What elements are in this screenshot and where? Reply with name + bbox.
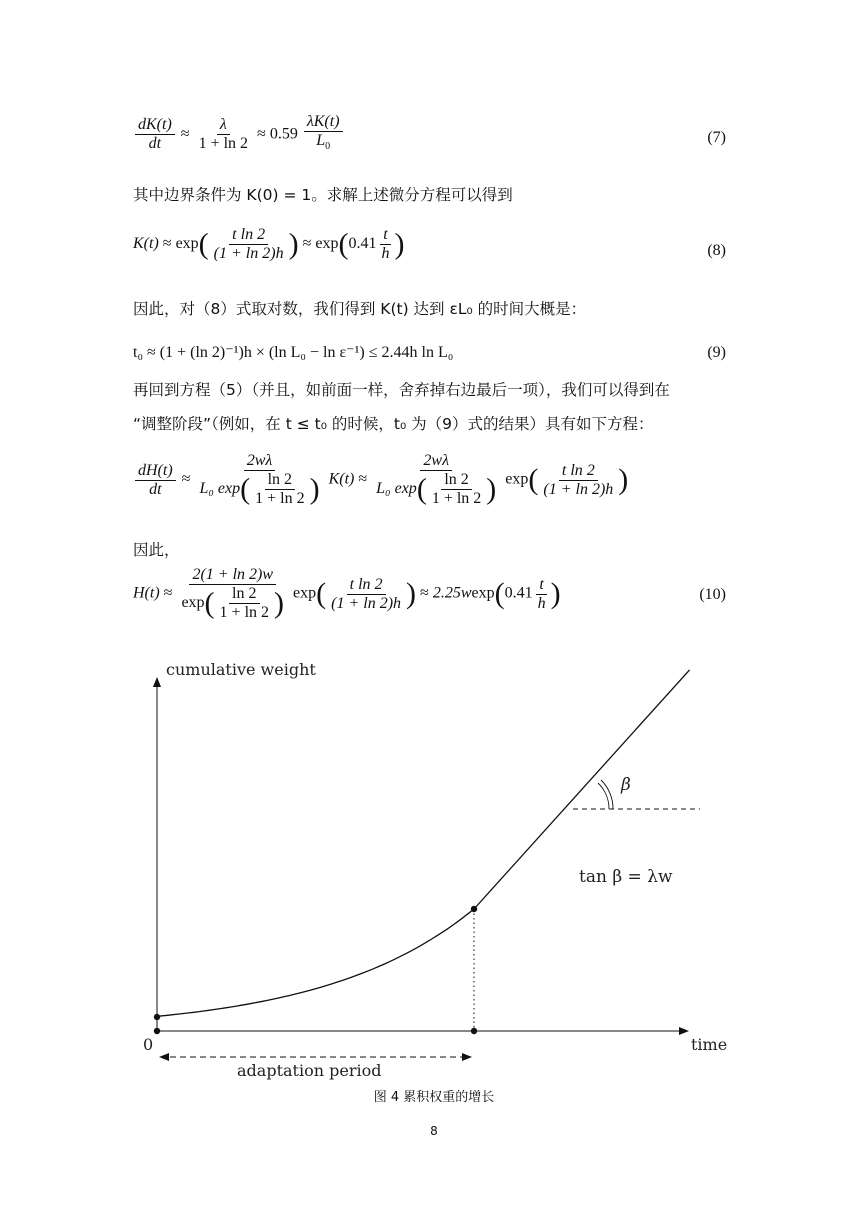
- page-number: 8: [430, 1124, 438, 1138]
- exponential-curve: [157, 909, 474, 1016]
- x-axis-label: time: [691, 1035, 728, 1054]
- approx-sign: ≈: [302, 235, 312, 253]
- transition-point: [471, 906, 477, 912]
- eq7-frac2-den: L: [316, 132, 326, 149]
- eqdh-frac-num: 2wλ: [244, 452, 276, 471]
- eqdh-frac-den-pre: L₀ exp: [199, 480, 241, 498]
- eq7-sub: 0: [325, 141, 331, 153]
- eq8-number: (8): [707, 242, 726, 259]
- paragraph-3a: 再回到方程（5）（并且，如前面一样，舍弃掉右边最后一项），我们可以得到在: [133, 381, 670, 399]
- eqdh-exp-den: (1 + ln 2)h: [543, 480, 614, 498]
- figure-caption: 图 4 累积权重的增长: [373, 1090, 495, 1105]
- angle-arc-inner: [598, 783, 609, 809]
- eq7-lhs-den: dt: [148, 135, 162, 153]
- eq7-coef: 0.59: [269, 125, 298, 143]
- slope-label: tan β = λw: [579, 867, 673, 887]
- adaptation-period-label: adaptation period: [237, 1061, 382, 1080]
- eq7-frac1-num: λ: [217, 116, 230, 135]
- eq10-exp-den: (1 + ln 2)h: [331, 594, 402, 612]
- eq10-frac-den-pre: exp: [181, 594, 205, 612]
- approx-sign: ≈: [180, 125, 190, 143]
- eq10-inner-den: 1 + ln 2: [219, 604, 270, 621]
- eq8-exp1-den: (1 + ln 2)h: [213, 245, 284, 262]
- equation-10: H(t) ≈ 2(1 + ln 2)w exp( $\frac{\ln 2}{1 + \ln 2}$ ) exp( $\frac{\text{t ln 2}}{(1 + \ln 2)h}$ ) ≈ 2.25wexp(0.41 $\frac{t}{h}$ ): [133, 566, 561, 621]
- approx-sign: ≈: [163, 584, 173, 602]
- eqdh-exp-num: t ln 2: [559, 462, 598, 481]
- approx-sign: ≈: [358, 470, 368, 488]
- eqdh-frac2-num: 2wλ: [420, 452, 452, 471]
- eqdh-frac2-den-pre: L₀ exp: [376, 480, 417, 498]
- angle-arc: [601, 780, 613, 809]
- angle-label: β: [621, 775, 631, 795]
- eq7-number: (7): [707, 129, 726, 146]
- eq8-exp2-coef: 0.41: [348, 235, 377, 253]
- eq10-exp-num: t ln 2: [347, 576, 386, 595]
- eq9-number: (9): [707, 344, 726, 361]
- eqdh-lhs-den: dt: [149, 480, 162, 498]
- approx-sign: ≈: [257, 125, 266, 143]
- eq10-exp2-coef: 0.41: [504, 584, 533, 602]
- eqdh-lhs-num: dH(t): [135, 462, 176, 481]
- t0-point: [471, 1028, 477, 1034]
- eq10-coef: 2.25w: [432, 584, 472, 602]
- eq8-exp2-num: t: [380, 226, 390, 245]
- start-point: [154, 1014, 160, 1020]
- paragraph-4: 因此，: [133, 541, 180, 559]
- eq10-exp2-num: t: [536, 576, 546, 595]
- eq8-exp2-den: h: [381, 245, 390, 262]
- paragraph-2: 因此，对（8）式取对数，我们得到 K(t) 达到 εL₀ 的时间大概是：: [133, 300, 587, 318]
- eqdh-inner2-den: 1 + ln 2: [431, 490, 482, 507]
- eq7-frac1-den: 1 + ln 2: [198, 135, 249, 153]
- origin-point: [154, 1028, 160, 1034]
- eq10-lhs: H(t): [133, 584, 160, 602]
- equation-8: K(t) ≈ exp( $\frac{\text{t ln 2}}{(1 + \ln 2)h}$ ) ≈ exp(0.41 $\frac{t}{h}$ ): [133, 226, 405, 262]
- eq8-lhs: K(t): [133, 235, 159, 253]
- eq10-exp2-den: h: [537, 594, 546, 612]
- paragraph-3b: “调整阶段”（例如，在 t ≤ t₀ 的时候，t₀ 为（9）式的结果）具有如下方程：: [133, 415, 654, 433]
- eq10-frac-num: 2(1 + ln 2)w: [189, 566, 276, 585]
- eq7-lhs-num: dK(t): [135, 116, 175, 135]
- approx-sign: ≈: [162, 235, 172, 253]
- eq10-inner-num: ln 2: [229, 585, 259, 604]
- equation-dh: $\frac{dH(t)}{dt}$ ≈ 2wλ L₀ exp( $\frac{\ln 2}{1 + \ln 2}$ ) K(t) ≈ 2wλ L₀ exp( $\frac{\ln 2}{1 + \ln 2}$ ) exp( $\frac{\text{t ln 2}}{(1 + \ln 2)h}$ ): [133, 452, 628, 508]
- approx-sign: ≈: [420, 584, 429, 602]
- equation-7: [133, 113, 345, 156]
- approx-sign: ≈: [181, 470, 191, 488]
- eq8-exp1-num: t ln 2: [229, 226, 268, 245]
- cumulative-weight-figure: [0, 650, 868, 1090]
- origin-label: 0: [143, 1035, 154, 1054]
- y-axis-label: cumulative weight: [166, 660, 316, 679]
- eq7-frac2-num: λK(t): [304, 113, 343, 132]
- eqdh-inner-den: 1 + ln 2: [255, 490, 305, 507]
- equation-9: t₀ ≈ (1 + (ln 2)⁻¹)h × (ln L₀ − ln ε⁻¹) ≤ 2.44h ln L₀: [133, 344, 454, 361]
- eq10-number: (10): [699, 586, 726, 603]
- eqdh-mid: K(t): [328, 470, 355, 488]
- paragraph-1: 其中边界条件为 K(0) = 1。求解上述微分方程可以得到: [133, 186, 513, 204]
- eqdh-inner2-num: ln 2: [441, 471, 471, 490]
- eqdh-inner-num: ln 2: [265, 471, 295, 490]
